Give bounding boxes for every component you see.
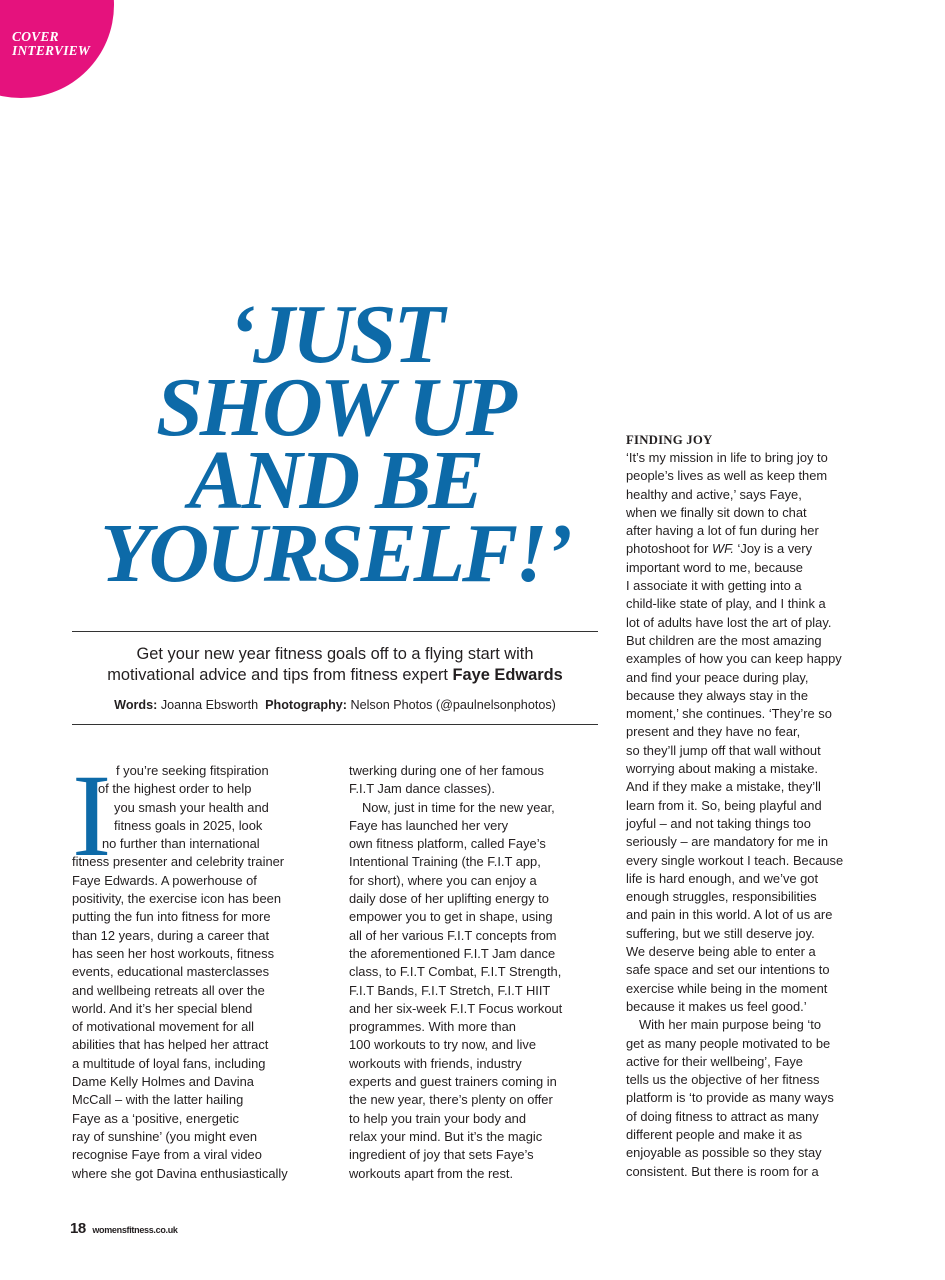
body-line: putting the fun into fitness for more [72,909,271,925]
body-line: a multitude of loyal fans, including [72,1055,266,1071]
credits-photo-label: Photography: [265,698,347,712]
credits-words-name: Joanna Ebsworth [160,698,259,712]
headline-line: ‘JUST [228,288,442,381]
body-line: because they always stay in the [626,687,809,703]
body-line: world. And it’s her special blend [72,1000,253,1016]
body-line: worrying about making a mistake. [626,761,819,777]
body-line: f you’re seeking fitspiration [116,763,269,778]
body-line: present and they have no fear, [626,724,801,740]
body-line: after having a lot of fun during her [626,523,819,539]
body-line: tells us the objective of her fitness [626,1072,820,1088]
body-line: McCall – with the latter hailing [72,1092,244,1108]
body-line: class, to F.I.T Combat, F.I.T Strength, [349,964,562,980]
body-line: lot of adults have lost the art of play. [626,614,832,630]
credits-photo-name: Nelson Photos (@paulnelsonphotos) [350,698,556,712]
divider-top [72,631,598,632]
body-line: has seen her host workouts, fitness [72,945,275,961]
site-url: womensfitness.co.uk [92,1225,178,1235]
body-line: you smash your health and [114,799,269,815]
body-line: and wellbeing retreats all over the [72,982,265,998]
body-line: F.I.T Bands, F.I.T Stretch, F.I.T HIIT [349,982,551,998]
body-line: no further than international [102,836,260,852]
section-badge-line2: INTERVIEW [12,43,91,58]
body-line: fitness presenter and celebrity trainer [72,854,285,870]
body-line: learn from it. So, being playful and [626,797,822,813]
body-line: suffering, but we still deserve joy. [626,925,815,941]
standfirst-line2-text: motivational advice and tips from fitness expert [107,666,453,684]
body-line: when we finally sit down to chat [626,504,807,520]
body-line: With her main purpose being ‘to [639,1017,821,1033]
body-line: and her six-week F.I.T Focus workout [349,1000,563,1016]
body-line: get as many people motivated to be [626,1035,831,1051]
body-line: empower you to get in shape, using [349,909,553,925]
body-line [626,540,886,558]
credits-words-label: Words: [114,698,158,712]
section-subhead: FINDING JOY [626,433,713,447]
body-line: people’s lives as well as keep them [626,468,828,484]
body-line: ingredient of joy that sets Faye’s [349,1147,534,1163]
body-line: workouts with friends, industry [349,1055,522,1071]
body-line: 100 workouts to try now, and live [349,1037,537,1053]
section-badge-line1: COVER [12,29,59,44]
body-line: ‘It’s my mission in life to bring joy to [626,450,828,465]
body-line: because it makes us feel good.’ [626,998,807,1014]
body-column-3 [626,431,886,1181]
body-line: workouts apart from the rest. [349,1165,514,1181]
body-line: enough struggles, responsibilities [626,889,817,905]
body-line: Dame Kelly Holmes and Davina [72,1074,254,1090]
body-line: every single workout I teach. Because [626,852,844,868]
body-line: Faye as a ‘positive, energetic [72,1110,239,1126]
body-line: examples of how you can keep happy [626,651,842,667]
headline-line: YOURSELF!’ [100,507,570,600]
divider-bottom [72,724,598,725]
body-line: moment,’ she continues. ‘They’re so [626,706,832,722]
body-line: for short), where you can enjoy a [349,872,537,888]
headline-line: SHOW UP [156,361,514,454]
body-line: of the highest order to help [98,781,252,797]
standfirst-line2 [72,665,598,686]
body-line: I associate it with getting into a [626,578,802,594]
headline-line: AND BE [188,434,482,527]
body-line: consistent. But there is room for a [626,1163,819,1179]
body-line: where she got Davina enthusiastically [72,1165,288,1181]
body-line: events, educational masterclasses [72,964,270,980]
body-line: of doing fitness to attract as many [626,1108,819,1124]
body-line: And if they make a mistake, they’ll [626,779,821,795]
body-line: so they’ll jump off that wall without [626,742,821,758]
magazine-abbrev: WF. [712,541,734,557]
body-column-2 [349,762,599,1183]
body-line: of motivational movement for all [72,1019,254,1035]
body-line: the new year, there’s plenty on offer [349,1092,553,1108]
body-line: recognise Faye from a viral video [72,1147,262,1163]
page-folio [70,1220,178,1237]
photoshoot-quote: ‘Joy is a very [733,541,813,557]
drop-cap: I [72,750,112,881]
standfirst-line1: Get your new year fitness goals off to a flying start with [136,645,534,663]
body-line: exercise while being in the moment [626,980,828,996]
body-line: own fitness platform, called Faye’s [349,836,546,852]
body-line: Faye Edwards. A powerhouse of [72,872,257,888]
body-line: active for their wellbeing’, Faye [626,1053,803,1069]
body-line: Now, just in time for the new year, [362,799,555,815]
body-line: programmes. With more than [349,1019,516,1035]
body-line: and find your peace during play, [626,669,809,685]
body-line: enjoyable as possible so they stay [626,1145,822,1161]
body-line: safe space and set our intentions to [626,962,830,978]
headline [72,288,598,600]
body-line: important word to me, because [626,559,803,575]
body-line: different people and make it as [626,1126,803,1142]
body-column-1 [72,750,332,1183]
body-line: than 12 years, during a career that [72,927,270,943]
page-number: 18 [70,1220,86,1237]
body-line: and pain in this world. A lot of us are [626,907,833,923]
body-line: platform is ‘to provide as many ways [626,1090,834,1106]
body-line: to help you train your body and [349,1110,527,1126]
body-line: fitness goals in 2025, look [114,817,263,833]
photoshoot-text: photoshoot for [626,541,712,557]
body-line: the aforementioned F.I.T Jam dance [349,945,556,961]
body-line: healthy and active,’ says Faye, [626,486,802,502]
body-line: ray of sunshine’ (you might even [72,1128,258,1144]
body-line: all of her various F.I.T concepts from [349,927,557,943]
body-line: seriously – are mandatory for me in [626,834,829,850]
body-line: F.I.T Jam dance classes). [349,781,495,797]
body-line: Faye has launched her very [349,817,509,833]
body-line: life is hard enough, and we’ve got [626,870,819,886]
body-line: But children are the most amazing [626,632,822,648]
standfirst [72,644,598,686]
section-badge-label [12,30,90,58]
body-line: daily dose of her uplifting energy to [349,891,549,907]
credits [72,697,598,713]
body-line: child-like state of play, and I think a [626,596,826,612]
body-line: positivity, the exercise icon has been [72,891,281,907]
body-line: experts and guest trainers coming in [349,1074,557,1090]
body-line: joyful – and not taking things too [626,815,811,831]
body-line: abilities that has helped her attract [72,1037,269,1053]
body-line: We deserve being able to enter a [626,944,816,960]
body-line: relax your mind. But it’s the magic [349,1128,543,1144]
body-line: twerking during one of her famous [349,763,544,778]
body-line: Intentional Training (the F.I.T app, [349,854,541,870]
standfirst-subject-name: Faye Edwards [452,666,563,684]
